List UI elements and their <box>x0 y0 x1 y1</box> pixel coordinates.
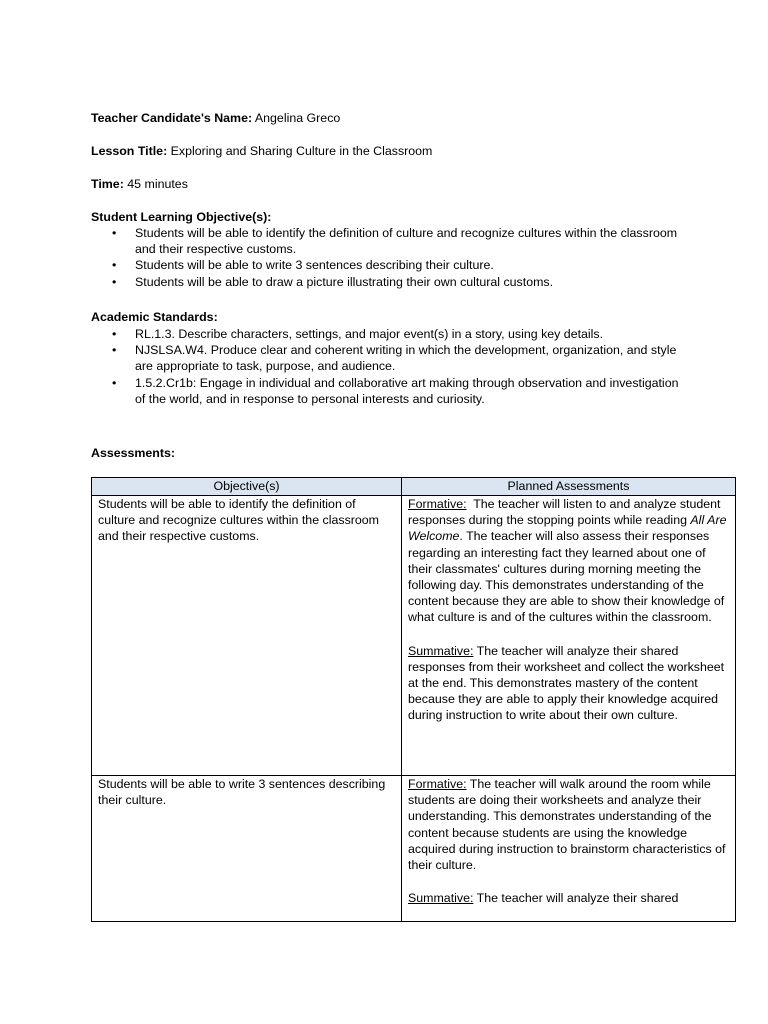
list-item: • Students will be able to draw a picture illustrating their own cultural customs. <box>91 274 691 290</box>
standards-list <box>91 326 691 407</box>
objective-cell: Students will be able to identify the definition of culture and recognize cultures within the classroom and their respective customs. <box>92 496 402 776</box>
lesson-title-line <box>91 143 432 159</box>
objectives-heading: Student Learning Objective(s): <box>91 210 272 224</box>
standards-heading: Academic Standards: <box>91 310 218 324</box>
objective-cell: Students will be able to write 3 sentences describing their culture. <box>92 776 402 922</box>
lesson-title-label: Lesson Title: <box>91 144 168 158</box>
planned-assessment-cell <box>402 496 736 776</box>
summative-block <box>408 643 729 724</box>
objective-column-header: Objective(s) <box>92 478 402 496</box>
time-value: 45 minutes <box>127 177 188 191</box>
formative-text: The teacher will listen to and analyze student responses during the stopping points while reading <box>408 497 724 528</box>
formative-label: Formative: <box>408 777 467 791</box>
formative-block <box>408 496 729 626</box>
objectives-list <box>91 225 691 290</box>
summative-label: Summative: <box>408 891 474 906</box>
list-item: • Students will be able to write 3 sentences describing their culture. <box>91 257 691 273</box>
list-item: • Students will be able to identify the definition of culture and recognize cultures within the classroom and their respective customs. <box>91 225 691 257</box>
table-row <box>92 776 736 922</box>
summative-text: The teacher will analyze their shared <box>473 891 679 906</box>
time-line <box>91 176 188 192</box>
formative-label: Formative: <box>408 497 467 511</box>
spacer <box>408 873 729 890</box>
table-header-row <box>92 478 736 496</box>
formative-text: The teacher will walk around the room while students are doing their worksheets and analyze their understanding. This demonstrates understanding of the content because students are using the knowledge acquired during instruction to brainstorm characteristics of their culture. <box>408 777 726 873</box>
teacher-name-line <box>91 110 340 126</box>
teacher-name-value: Angelina Greco <box>254 111 341 125</box>
assessments-table <box>91 477 736 922</box>
book-title: All Are Welcome <box>408 513 727 544</box>
teacher-name-label: Teacher Candidate's Name: <box>91 111 253 125</box>
formative-block <box>408 776 729 873</box>
list-item: • 1.5.2.Cr1b: Engage in individual and collaborative art making through observation and investigation of the world, and in response to personal interests and curiosity. <box>91 375 691 407</box>
summative-label: Summative: <box>408 643 474 658</box>
list-item: • NJSLSA.W4. Produce clear and coherent writing in which the development, organization, and style are appropriate to task, purpose, and audience. <box>91 342 691 374</box>
summative-block <box>408 890 729 906</box>
lesson-title-value: Exploring and Sharing Culture in the Classroom <box>170 144 433 158</box>
time-label: Time: <box>91 177 124 191</box>
planned-assessment-cell <box>402 776 736 922</box>
assessments-heading: Assessments: <box>91 446 176 460</box>
formative-text-continued: . The teacher will also assess their responses regarding an interesting fact they learned about one of their classmates' cultures during morning meeting the following day. This demonstrates understanding of the content because they are able to show their knowledge of what culture is and of the cultures within the classroom. <box>408 529 725 625</box>
summative-text: The teacher will analyze their shared responses from their worksheet and collect the worksheet at the end. This demonstrates mastery of the content because they are able to apply their knowledge acquired during instruction to write about their own culture. <box>408 643 725 723</box>
planned-assessments-column-header: Planned Assessments <box>402 478 736 496</box>
list-item: • RL.1.3. Describe characters, settings, and major event(s) in a story, using key details. <box>91 326 691 342</box>
table-row <box>92 496 736 776</box>
spacer <box>408 626 729 643</box>
